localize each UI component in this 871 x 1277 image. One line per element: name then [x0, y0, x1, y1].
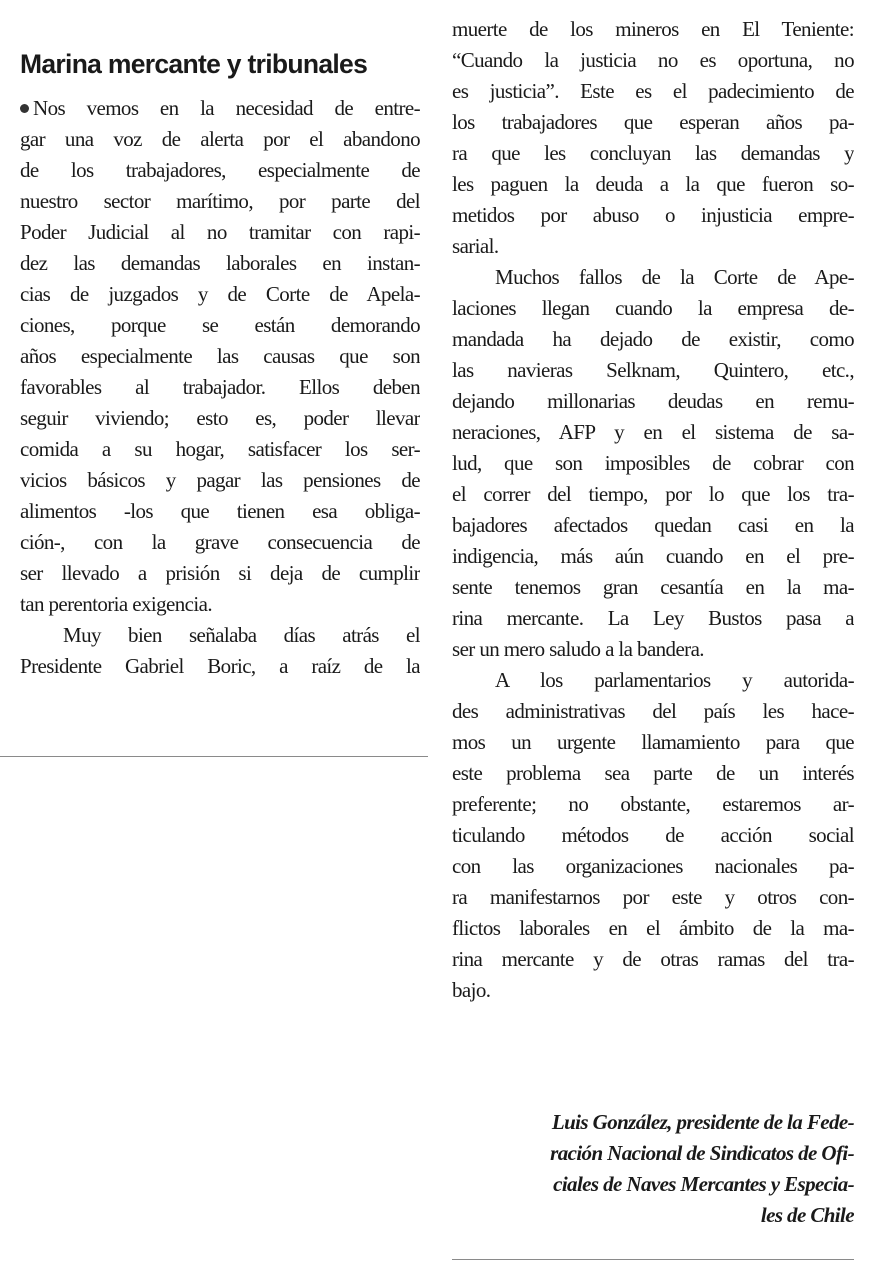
text-line: muerte de los mineros en El Teniente: — [452, 17, 854, 41]
text-line: Nos vemos en la necesidad de entre- — [20, 93, 420, 124]
text-line: ra manifestarnos por este y otros con- — [452, 885, 854, 909]
signature-line: Luis González, presidente de la Fede- — [551, 1110, 854, 1134]
text-line: ser llevado a prisión si deja de cumplir — [20, 561, 420, 585]
column-divider-left — [0, 756, 428, 757]
text-line: favorables al trabajador. Ellos deben — [20, 375, 420, 399]
text-line: mandada ha dejado de existir, como — [452, 327, 854, 351]
text-line: preferente; no obstante, estaremos ar- — [452, 792, 854, 816]
text-line: mos un urgente llamamiento para que — [452, 730, 854, 754]
text-line: de los trabajadores, especialmente de — [20, 158, 420, 182]
text-line: tan perentoria exigencia. — [20, 592, 212, 616]
text-line: A los parlamentarios y autorida- — [495, 668, 854, 692]
text-line: laciones llegan cuando la empresa de- — [452, 296, 854, 320]
text-line: este problema sea parte de un interés — [452, 761, 854, 785]
text-line: des administrativas del país les hace- — [452, 699, 854, 723]
text-line: Muchos fallos de la Corte de Ape- — [495, 265, 854, 289]
text-line: bajo. — [452, 978, 491, 1002]
paragraph-1 — [20, 93, 420, 682]
signature-line: ración Nacional de Sindicatos de Ofi- — [550, 1141, 854, 1165]
text-line: ser un mero saludo a la bandera. — [452, 637, 704, 661]
text-line: metidos por abuso o injusticia empre- — [452, 203, 854, 227]
text-line: sarial. — [452, 234, 499, 258]
text-line: comida a su hogar, satisfacer los ser- — [20, 437, 420, 461]
text-line: flictos laborales en el ámbito de la ma- — [452, 916, 854, 940]
paragraph-2-continued — [452, 14, 854, 1006]
text-line: bajadores afectados quedan casi en la — [452, 513, 854, 537]
text-line: con las organizaciones nacionales pa- — [452, 854, 854, 878]
text-line: neraciones, AFP y en el sistema de sa- — [452, 420, 854, 444]
text-line: ción-, con la grave consecuencia de — [20, 530, 420, 554]
text-line: Poder Judicial al no tramitar con rapi- — [20, 220, 420, 244]
text-line: años especialmente las causas que son — [20, 344, 420, 368]
text-line: sente tenemos gran cesantía en la ma- — [452, 575, 854, 599]
text-line: el correr del tiempo, por lo que los tra- — [452, 482, 854, 506]
text-line: “Cuando la justicia no es oportuna, no — [452, 48, 854, 72]
text-line: las navieras Selknam, Quintero, etc., — [452, 358, 854, 382]
text-line: es justicia”. Este es el padecimiento de — [452, 79, 854, 103]
text-line: indigencia, más aún cuando en el pre- — [452, 544, 854, 568]
text-line: lud, que son imposibles de cobrar con — [452, 451, 854, 475]
text-line: alimentos -los que tienen esa obliga- — [20, 499, 420, 523]
text-line: nuestro sector marítimo, por parte del — [20, 189, 420, 213]
column-divider-right — [452, 1259, 854, 1260]
article-headline: Marina mercante y tribunales — [20, 48, 368, 79]
text-line: dez las demandas laborales en instan- — [20, 251, 420, 275]
text-line: rina mercante. La Ley Bustos pasa a — [452, 606, 854, 630]
text-line: les paguen la deuda a la que fueron so- — [452, 172, 854, 196]
text-line: gar una voz de alerta por el abandono — [20, 127, 420, 151]
text-line: dejando millonarias deudas en remu- — [452, 389, 854, 413]
signature-line: les de Chile — [760, 1203, 854, 1227]
text-line: cias de juzgados y de Corte de Apela- — [20, 282, 420, 306]
text-line: ticulando métodos de acción social — [452, 823, 854, 847]
bullet-icon — [20, 104, 29, 113]
text-line: vicios básicos y pagar las pensiones de — [20, 468, 420, 492]
text-line: ra que les concluyan las demandas y — [452, 141, 854, 165]
text-line: Presidente Gabriel Boric, a raíz de la — [20, 654, 420, 678]
text-line: rina mercante y de otras ramas del tra- — [452, 947, 854, 971]
text-line: Muy bien señalaba días atrás el — [63, 623, 420, 647]
author-signature — [452, 1107, 854, 1231]
text-line: los trabajadores que esperan años pa- — [452, 110, 854, 134]
signature-line: ciales de Naves Mercantes y Especia- — [553, 1172, 854, 1196]
text-line: ciones, porque se están demorando — [20, 313, 420, 337]
text-line: seguir viviendo; esto es, poder llevar — [20, 406, 420, 430]
